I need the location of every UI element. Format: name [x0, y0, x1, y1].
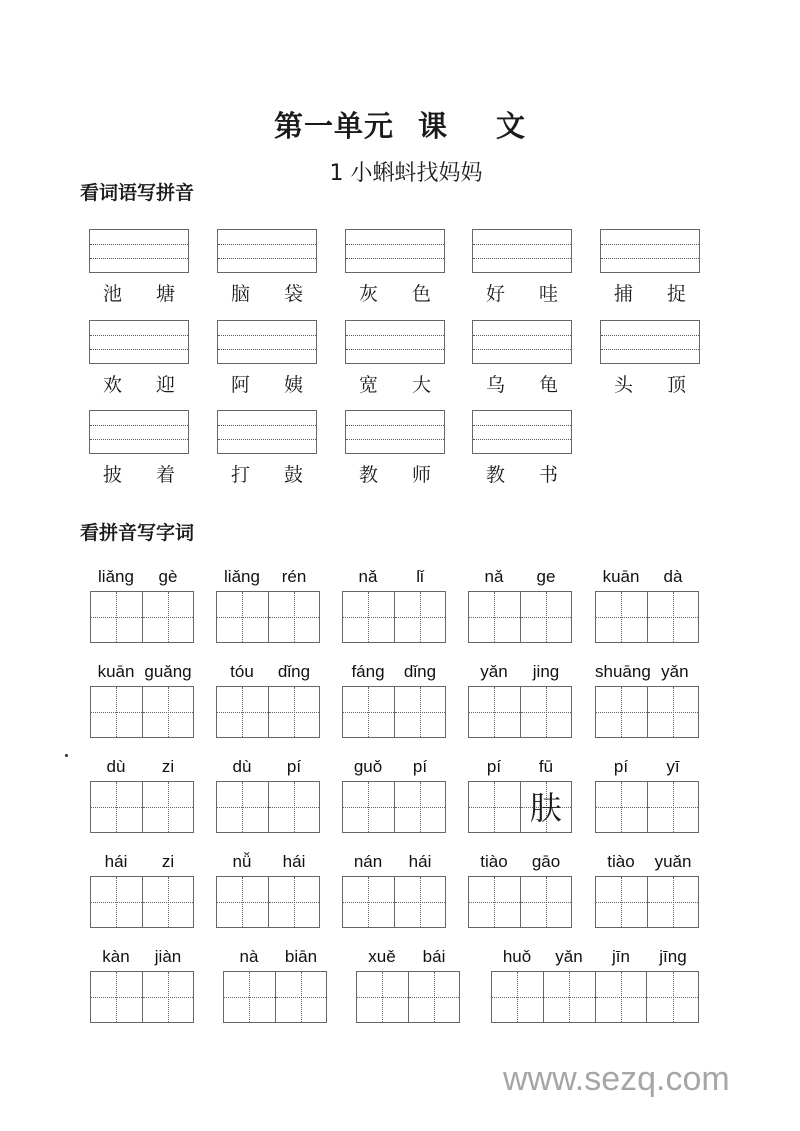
pinyin-prompt — [595, 757, 699, 777]
pinyin-answer-box[interactable] — [345, 410, 445, 454]
pinyin-syllable: lǐ — [416, 567, 424, 586]
character-cell[interactable] — [469, 877, 521, 927]
guide-line — [346, 244, 444, 245]
guide-line-vertical — [546, 592, 547, 642]
unit-title — [0, 104, 800, 145]
pinyin-syllable: rén — [281, 567, 307, 586]
watermark: www.sezq.com — [503, 1060, 730, 1098]
guide-line-vertical — [249, 972, 250, 1022]
guide-line-vertical — [382, 972, 383, 1022]
character-cell[interactable] — [357, 972, 409, 1022]
guide-line — [346, 439, 444, 440]
scan-speck — [65, 754, 68, 757]
guide-line — [601, 349, 699, 350]
guide-line-vertical — [420, 592, 421, 642]
guide-line-vertical — [242, 877, 243, 927]
character-grid — [468, 876, 572, 928]
character-cell[interactable] — [143, 877, 194, 927]
character-grid — [491, 971, 699, 1023]
character-grid — [342, 876, 446, 928]
character-cell[interactable] — [269, 687, 320, 737]
character-grid — [342, 781, 446, 833]
pinyin-syllable: gè — [158, 567, 178, 586]
guide-line-vertical — [116, 592, 117, 642]
guide-line — [473, 244, 571, 245]
word-label: 阿 姨 — [230, 374, 318, 396]
pinyin-syllable: yǎn — [555, 947, 583, 966]
character-cell[interactable] — [521, 782, 572, 832]
guide-line — [473, 425, 571, 426]
pinyin-answer-box[interactable] — [89, 410, 189, 454]
pinyin-syllable: biān — [284, 947, 318, 966]
pinyin-answer-box[interactable] — [345, 320, 445, 364]
pinyin-syllable: hái — [282, 852, 306, 871]
guide-line-vertical — [116, 782, 117, 832]
pinyin-answer-box[interactable] — [345, 229, 445, 273]
guide-line — [90, 258, 188, 259]
guide-line-vertical — [494, 877, 495, 927]
pinyin-syllable: xuě — [368, 947, 396, 966]
word-label: 教 书 — [485, 464, 573, 486]
guide-line-vertical — [673, 782, 674, 832]
guide-line-vertical — [168, 687, 169, 737]
pinyin-syllable: pí — [613, 757, 629, 776]
guide-line-vertical — [673, 687, 674, 737]
word-label: 捕 捉 — [613, 283, 701, 305]
pinyin-answer-box[interactable] — [472, 229, 572, 273]
pinyin-syllable: liǎng — [98, 567, 134, 586]
character-grid — [90, 686, 194, 738]
character-cell[interactable] — [469, 782, 521, 832]
guide-line-vertical — [294, 687, 295, 737]
pinyin-syllable: yī — [666, 757, 680, 776]
pinyin-syllable: kàn — [102, 947, 130, 966]
character-cell[interactable] — [91, 782, 143, 832]
character-grid — [342, 591, 446, 643]
guide-line-vertical — [368, 782, 369, 832]
pinyin-prompt — [216, 567, 320, 587]
word-label: 头 顶 — [613, 374, 701, 396]
character-cell[interactable] — [521, 687, 572, 737]
pinyin-syllable: dà — [663, 567, 683, 586]
character-grid — [468, 591, 572, 643]
pinyin-answer-box[interactable] — [600, 320, 700, 364]
character-cell[interactable] — [276, 972, 327, 1022]
word-label: 宽 大 — [358, 374, 446, 396]
pinyin-answer-box[interactable] — [472, 320, 572, 364]
pinyin-syllable: pí — [286, 757, 302, 776]
guide-line — [218, 335, 316, 336]
pinyin-prompt — [342, 852, 446, 872]
character-cell[interactable] — [143, 687, 194, 737]
word-label: 好 哇 — [485, 283, 573, 305]
guide-line-vertical — [621, 972, 622, 1022]
pinyin-syllable: hái — [408, 852, 432, 871]
character-cell[interactable] — [596, 687, 648, 737]
pinyin-syllable: yǎn — [480, 662, 508, 681]
word-label: 灰 色 — [358, 283, 446, 305]
guide-line-vertical — [301, 972, 302, 1022]
guide-line-vertical — [294, 592, 295, 642]
pinyin-prompt — [90, 852, 194, 872]
character-grid — [90, 971, 194, 1023]
pinyin-syllable: zi — [161, 852, 175, 871]
pinyin-prompt — [595, 662, 699, 682]
character-cell[interactable] — [269, 782, 320, 832]
word-label: 教 师 — [358, 464, 446, 486]
character-cell[interactable] — [269, 877, 320, 927]
pinyin-answer-box[interactable] — [89, 320, 189, 364]
guide-line-vertical — [242, 782, 243, 832]
character-cell[interactable] — [596, 972, 648, 1022]
pinyin-syllable: nǚ — [232, 852, 252, 871]
pinyin-syllable: kuān — [602, 567, 640, 586]
word-label: 池 塘 — [102, 283, 190, 305]
character-grid — [468, 781, 572, 833]
character-cell[interactable] — [544, 972, 596, 1022]
pinyin-answer-box[interactable] — [600, 229, 700, 273]
guide-line — [218, 439, 316, 440]
character-cell[interactable] — [91, 592, 143, 642]
unit-title-part: 第一单元 — [273, 109, 394, 143]
guide-line — [218, 244, 316, 245]
pinyin-syllable: guǒ — [353, 757, 383, 776]
character-grid — [216, 686, 320, 738]
character-grid — [216, 781, 320, 833]
guide-line-vertical — [621, 877, 622, 927]
character-cell[interactable] — [217, 877, 269, 927]
character-cell[interactable] — [596, 782, 648, 832]
character-grid — [595, 781, 699, 833]
character-cell[interactable] — [91, 877, 143, 927]
guide-line — [346, 335, 444, 336]
pinyin-syllable: nǎ — [484, 567, 504, 586]
pinyin-answer-box[interactable] — [89, 229, 189, 273]
character-cell[interactable] — [143, 782, 194, 832]
guide-line — [601, 244, 699, 245]
character-grid — [90, 781, 194, 833]
character-cell[interactable] — [395, 592, 446, 642]
guide-line-vertical — [368, 687, 369, 737]
guide-line-vertical — [242, 592, 243, 642]
pinyin-syllable: jiàn — [154, 947, 182, 966]
character-cell[interactable] — [521, 877, 572, 927]
section-heading-write-characters: 看拼音写字词 — [80, 522, 195, 544]
unit-title-part: 课 — [417, 109, 448, 143]
pinyin-syllable: nà — [239, 947, 259, 966]
character-cell[interactable] — [343, 877, 395, 927]
pinyin-prompt — [342, 567, 446, 587]
character-grid — [90, 876, 194, 928]
character-cell[interactable] — [648, 592, 699, 642]
pinyin-prompt — [90, 947, 194, 967]
guide-line-vertical — [621, 592, 622, 642]
character-cell[interactable] — [409, 972, 460, 1022]
guide-line-vertical — [294, 782, 295, 832]
guide-line — [218, 425, 316, 426]
guide-line-vertical — [242, 687, 243, 737]
guide-line-vertical — [494, 687, 495, 737]
character-grid — [90, 591, 194, 643]
pinyin-answer-box[interactable] — [472, 410, 572, 454]
pinyin-syllable: liǎng — [224, 567, 260, 586]
pinyin-prompt — [468, 757, 572, 777]
pinyin-answer-box[interactable] — [217, 410, 317, 454]
character-cell[interactable] — [469, 687, 521, 737]
character-grid — [356, 971, 460, 1023]
pinyin-prompt — [468, 852, 572, 872]
pinyin-syllable: guǎng — [144, 662, 192, 681]
guide-line-vertical — [569, 972, 570, 1022]
character-cell[interactable] — [395, 782, 446, 832]
guide-line — [473, 349, 571, 350]
guide-line-vertical — [116, 972, 117, 1022]
pinyin-prompt — [342, 662, 446, 682]
character-cell[interactable] — [217, 687, 269, 737]
pinyin-prompt — [90, 662, 194, 682]
guide-line-vertical — [673, 877, 674, 927]
pinyin-syllable: tóu — [230, 662, 254, 681]
pinyin-syllable: hái — [104, 852, 128, 871]
guide-line-vertical — [621, 687, 622, 737]
character-cell[interactable] — [269, 592, 320, 642]
guide-line-vertical — [294, 877, 295, 927]
pinyin-prompt — [356, 947, 460, 967]
guide-line — [473, 335, 571, 336]
guide-line-vertical — [621, 782, 622, 832]
pinyin-prompt — [468, 662, 572, 682]
pinyin-syllable: zi — [161, 757, 175, 776]
character-cell[interactable] — [217, 782, 269, 832]
guide-line-vertical — [517, 972, 518, 1022]
guide-line-vertical — [420, 877, 421, 927]
pinyin-prompt — [90, 757, 194, 777]
guide-line — [346, 349, 444, 350]
character-cell[interactable] — [395, 687, 446, 737]
section-heading-write-pinyin: 看词语写拼音 — [80, 182, 195, 204]
pinyin-syllable: huǒ — [502, 947, 532, 966]
pinyin-prompt — [342, 757, 446, 777]
pinyin-syllable: nán — [353, 852, 383, 871]
guide-line — [90, 244, 188, 245]
word-label: 欢 迎 — [102, 374, 190, 396]
character-cell[interactable] — [224, 972, 276, 1022]
character-cell[interactable] — [647, 972, 698, 1022]
guide-line-vertical — [368, 592, 369, 642]
character-cell[interactable] — [648, 782, 699, 832]
guide-line-vertical — [168, 972, 169, 1022]
guide-line — [601, 258, 699, 259]
pinyin-syllable: dǐng — [277, 662, 311, 681]
guide-line-vertical — [434, 972, 435, 1022]
pinyin-syllable: dǐng — [403, 662, 437, 681]
character-cell[interactable] — [343, 687, 395, 737]
pinyin-syllable: tiào — [480, 852, 508, 871]
pinyin-syllable: yǎn — [661, 662, 689, 681]
guide-line-vertical — [420, 687, 421, 737]
character-cell[interactable] — [91, 687, 143, 737]
guide-line — [473, 258, 571, 259]
pinyin-syllable: ge — [536, 567, 556, 586]
guide-line-vertical — [494, 592, 495, 642]
pinyin-syllable: jīn — [612, 947, 630, 966]
guide-line — [90, 425, 188, 426]
guide-line — [218, 258, 316, 259]
pinyin-syllable: kuān — [97, 662, 135, 681]
unit-title-part: 文 — [496, 109, 527, 143]
pinyin-syllable: fū — [538, 757, 554, 776]
pinyin-answer-box[interactable] — [217, 229, 317, 273]
character-cell[interactable] — [596, 592, 648, 642]
guide-line-vertical — [673, 592, 674, 642]
pinyin-prompt — [216, 757, 320, 777]
pinyin-prompt — [468, 567, 572, 587]
pinyin-prompt — [595, 567, 699, 587]
pinyin-prompt — [216, 662, 320, 682]
pinyin-syllable: gāo — [531, 852, 561, 871]
pinyin-syllable: nǎ — [358, 567, 378, 586]
character-cell[interactable] — [143, 972, 194, 1022]
word-label: 打 鼓 — [230, 464, 318, 486]
character-cell[interactable] — [492, 972, 544, 1022]
pinyin-prompt — [595, 852, 699, 872]
character-cell[interactable] — [521, 592, 572, 642]
guide-line-vertical — [168, 782, 169, 832]
guide-line-vertical — [168, 592, 169, 642]
character-grid — [595, 591, 699, 643]
guide-line-vertical — [368, 877, 369, 927]
guide-line-vertical — [546, 687, 547, 737]
guide-line — [218, 349, 316, 350]
character-grid — [223, 971, 327, 1023]
pinyin-syllable: jīng — [659, 947, 687, 966]
guide-line-vertical — [546, 877, 547, 927]
word-label: 脑 袋 — [230, 283, 318, 305]
character-cell[interactable] — [469, 592, 521, 642]
guide-line-vertical — [673, 972, 674, 1022]
character-cell[interactable] — [143, 592, 194, 642]
guide-line — [90, 439, 188, 440]
pinyin-syllable: tiào — [607, 852, 635, 871]
pinyin-syllable: bái — [422, 947, 446, 966]
character-cell[interactable] — [648, 877, 699, 927]
pinyin-syllable: yuǎn — [654, 852, 692, 871]
character-grid — [468, 686, 572, 738]
guide-line — [90, 335, 188, 336]
pinyin-syllable: pí — [486, 757, 502, 776]
guide-line-vertical — [116, 877, 117, 927]
guide-line — [346, 425, 444, 426]
pinyin-syllable: pí — [412, 757, 428, 776]
pinyin-prompt — [216, 852, 320, 872]
word-label: 披 着 — [102, 464, 190, 486]
pinyin-syllable: shuāng — [595, 662, 651, 681]
guide-line — [473, 439, 571, 440]
word-label: 乌 龟 — [485, 374, 573, 396]
guide-line-vertical — [420, 782, 421, 832]
character-grid — [216, 876, 320, 928]
character-grid — [342, 686, 446, 738]
character-cell[interactable] — [395, 877, 446, 927]
guide-line — [90, 349, 188, 350]
pinyin-prompt — [90, 567, 194, 587]
character-cell[interactable] — [343, 592, 395, 642]
character-grid — [595, 876, 699, 928]
guide-line — [346, 258, 444, 259]
character-cell[interactable] — [648, 687, 699, 737]
pinyin-answer-box[interactable] — [217, 320, 317, 364]
pinyin-syllable: dù — [106, 757, 126, 776]
character-grid — [595, 686, 699, 738]
character-answer: 肤 — [529, 789, 562, 827]
pinyin-prompt — [491, 947, 699, 967]
pinyin-syllable: jing — [532, 662, 560, 681]
lesson-title: 1 小蝌蚪找妈妈 — [329, 161, 483, 186]
guide-line-vertical — [116, 687, 117, 737]
pinyin-syllable: dù — [232, 757, 252, 776]
guide-line-vertical — [494, 782, 495, 832]
character-cell[interactable] — [217, 592, 269, 642]
pinyin-prompt — [223, 947, 327, 967]
guide-line-vertical — [168, 877, 169, 927]
guide-line — [601, 335, 699, 336]
character-grid — [216, 591, 320, 643]
character-cell[interactable] — [596, 877, 648, 927]
character-cell[interactable] — [91, 972, 143, 1022]
pinyin-syllable: fáng — [351, 662, 385, 681]
character-cell[interactable] — [343, 782, 395, 832]
